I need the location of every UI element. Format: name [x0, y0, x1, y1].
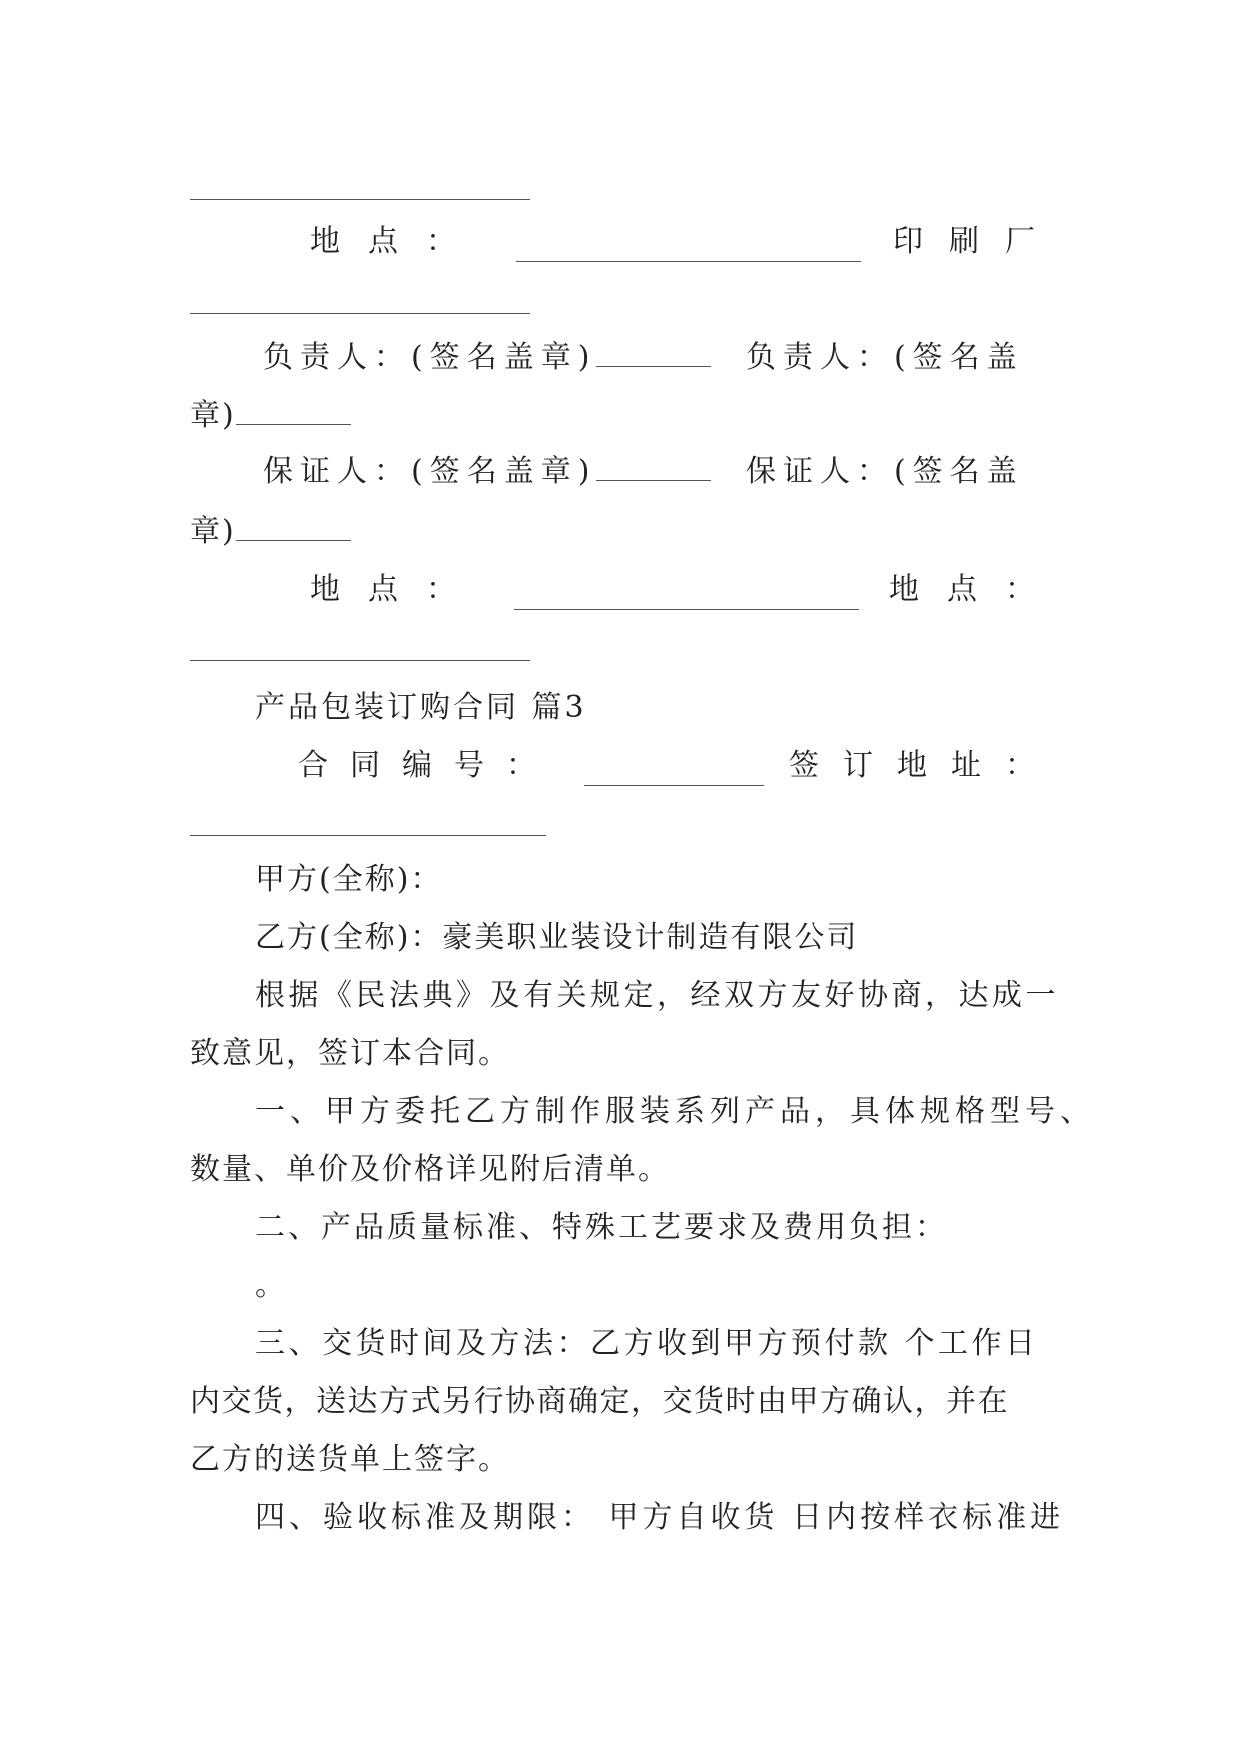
- guarantor-left: 保证人：(签名盖章): [263, 454, 597, 489]
- place-line-1: [310, 222, 1061, 262]
- guarantor-line: [263, 452, 1024, 492]
- guarantor-right: 保证人：(签名盖: [745, 454, 1024, 489]
- clause-1-line-1: 一、甲方委托乙方制作服装系列产品，具体规格型号、: [255, 1094, 1095, 1129]
- contract-no-blank: [584, 746, 764, 786]
- clause-2-line-2: 。: [255, 1268, 287, 1303]
- blank-line: [190, 199, 530, 200]
- clause-2-line-1: 二、产品质量标准、特殊工艺要求及费用负担：: [255, 1210, 948, 1245]
- clause-4-line-1: 四、验收标准及期限： 甲方自收货 日内按样衣标准进: [255, 1500, 1065, 1535]
- responsible-right: 负责人：(签名盖: [745, 340, 1024, 375]
- contract-no-label: 合同编号：: [298, 748, 558, 783]
- party-b: 乙方(全称)：豪美职业装设计制造有限公司: [255, 920, 859, 955]
- clause-3-line-1: 三、交货时间及方法：乙方收到甲方预付款 个工作日: [255, 1326, 1039, 1361]
- place-label: 地点：: [310, 572, 484, 607]
- intro-line-2: 致意见，签订本合同。: [190, 1036, 510, 1071]
- responsible-cont: [190, 396, 351, 436]
- intro-line-1: 根据《民法典》及有关规定，经双方友好协商，达成一: [255, 978, 1059, 1013]
- guarantor-cont: [190, 512, 351, 552]
- blank-line: [190, 835, 546, 836]
- place-blank: [516, 222, 861, 262]
- clause-3-line-3: 乙方的送货单上签字。: [190, 1442, 510, 1477]
- signature-blank: [596, 480, 711, 481]
- blank-line: [190, 660, 530, 661]
- responsible-line: [263, 338, 1024, 378]
- place-label: 地点：: [310, 224, 484, 259]
- signature-blank: [236, 424, 351, 425]
- blank-line: [190, 313, 530, 314]
- responsible-cont-text: 章): [190, 398, 236, 433]
- contract-no-line: [298, 746, 1059, 786]
- printing-factory-label: 印刷厂: [893, 224, 1061, 259]
- clause-1-line-2: 数量、单价及价格详见附后清单。: [190, 1152, 670, 1187]
- place-blank: [514, 570, 859, 610]
- guarantor-cont-text: 章): [190, 514, 236, 549]
- signature-blank: [236, 540, 351, 541]
- place-label-right: 地点：: [889, 572, 1063, 607]
- section-heading: 产品包装订购合同 篇3: [255, 690, 587, 725]
- clause-3-line-2: 内交货，送达方式另行协商确定，交货时由甲方确认，并在: [190, 1384, 1009, 1419]
- place-line-2: [310, 570, 1063, 610]
- sign-address-label: 签订地址：: [789, 748, 1059, 783]
- signature-blank: [596, 366, 711, 367]
- party-a: 甲方(全称)：: [255, 862, 443, 897]
- responsible-left: 负责人：(签名盖章): [263, 340, 597, 375]
